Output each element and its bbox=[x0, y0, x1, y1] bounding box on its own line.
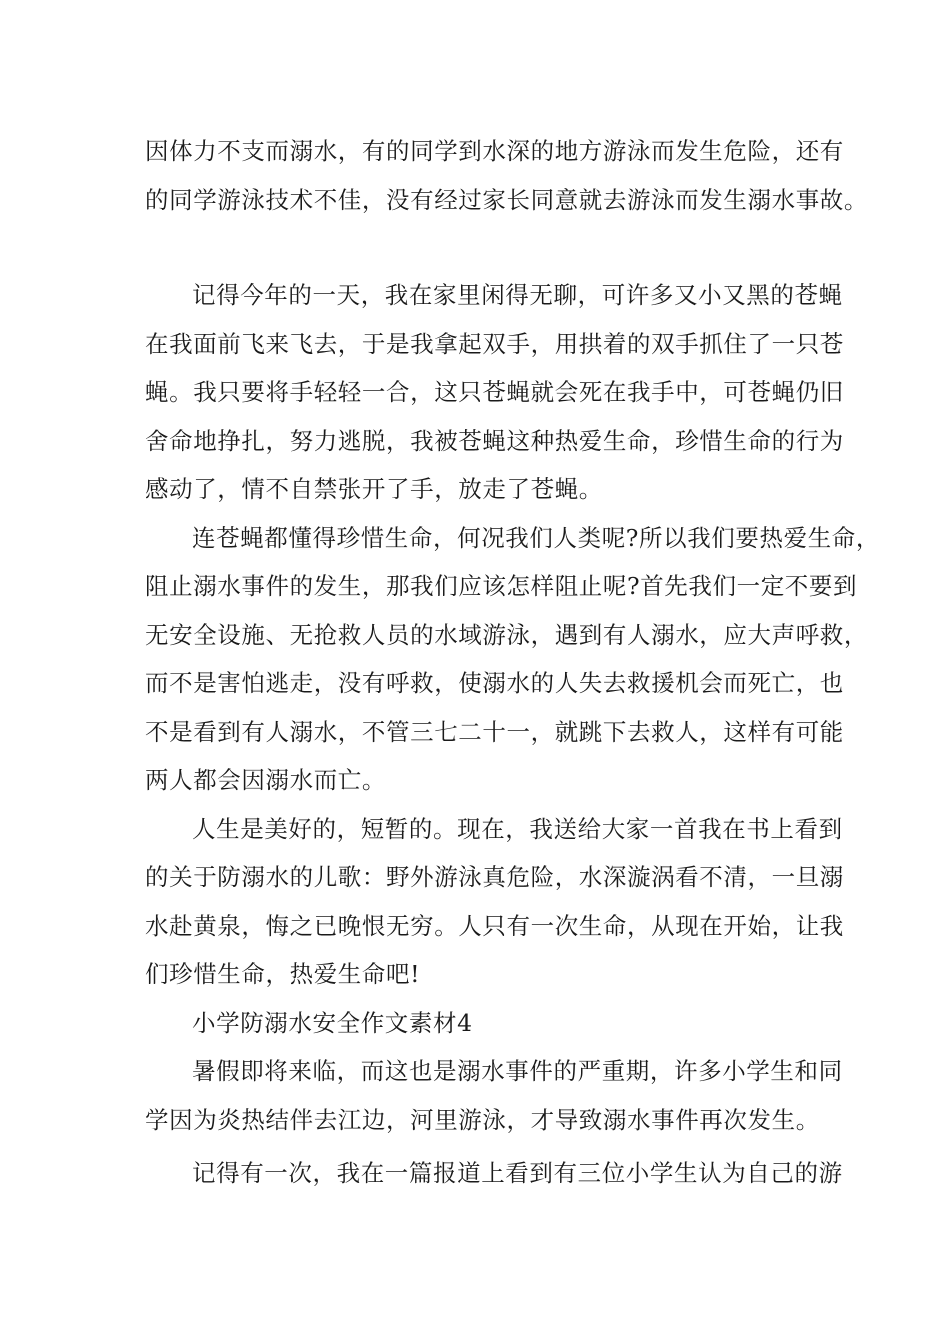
text-line: 舍命地挣扎，努力逃脱，我被苍蝇这种热爱生命，珍惜生命的行为 bbox=[145, 426, 844, 455]
text-line: 感动了，情不自禁张开了手，放走了苍蝇。 bbox=[145, 475, 603, 503]
paragraph-1 bbox=[145, 127, 868, 224]
text-line: 因体力不支而溺水，有的同学到水深的地方游泳而发生危险，还有 bbox=[145, 137, 844, 165]
text-line: 蝇。我只要将手轻轻一合，这只苍蝇就会死在我手中，可苍蝇仍旧 bbox=[145, 378, 844, 406]
text-line: 的同学游泳技术不佳，没有经过家长同意就去游泳而发生溺水事故。 bbox=[145, 185, 868, 214]
text-line: 的关于防溺水的儿歌：野外游泳真危险，水深漩涡看不清，一旦溺 bbox=[145, 863, 844, 891]
paragraph-4 bbox=[145, 805, 844, 999]
text-line: 水赴黄泉，悔之已晚恨无穷。人只有一次生命，从现在开始，让我 bbox=[145, 911, 844, 940]
paragraph-gap bbox=[145, 224, 821, 271]
paragraph-5 bbox=[145, 1047, 843, 1144]
section-heading bbox=[145, 999, 821, 1048]
paragraph-6 bbox=[145, 1149, 843, 1198]
text-line: 阻止溺水事件的发生，那我们应该怎样阻止呢?首先我们一定不要到 bbox=[145, 572, 858, 600]
text-line: 两人都会因溺水而亡。 bbox=[145, 766, 386, 794]
text-line: 而不是害怕逃走，没有呼救，使溺水的人失去救援机会而死亡，也 bbox=[145, 669, 844, 697]
paragraph-2 bbox=[145, 271, 844, 514]
text-line: 在我面前飞来飞去，于是我拿起双手，用拱着的双手抓住了一只苍 bbox=[145, 329, 844, 358]
text-line: 人生是美好的，短暂的。现在，我送给大家一首我在书上看到 bbox=[192, 814, 843, 843]
text-line: 记得有一次，我在一篇报道上看到有三位小学生认为自己的游 bbox=[192, 1159, 843, 1187]
text-line: 不是看到有人溺水，不管三七二十一，就跳下去救人，这样有可能 bbox=[145, 717, 844, 746]
text-line: 连苍蝇都懂得珍惜生命，何况我们人类呢?所以我们要热爱生命， bbox=[192, 523, 880, 552]
text-line: 记得今年的一天，我在家里闲得无聊，可许多又小又黑的苍蝇 bbox=[192, 281, 843, 309]
document-body bbox=[145, 127, 880, 1198]
paragraph-3 bbox=[145, 514, 880, 805]
text-line: 无安全设施、无抢救人员的水域游泳，遇到有人溺水，应大声呼救， bbox=[145, 620, 868, 649]
section-title: 小学防溺水安全作文素材4 bbox=[192, 1008, 473, 1037]
text-line: 学因为炎热结伴去江边，河里游泳，才导致溺水事件再次发生。 bbox=[145, 1105, 820, 1134]
text-line: 暑假即将来临，而这也是溺水事件的严重期，许多小学生和同 bbox=[192, 1057, 843, 1085]
text-line: 们珍惜生命，热爱生命吧! bbox=[145, 960, 421, 988]
